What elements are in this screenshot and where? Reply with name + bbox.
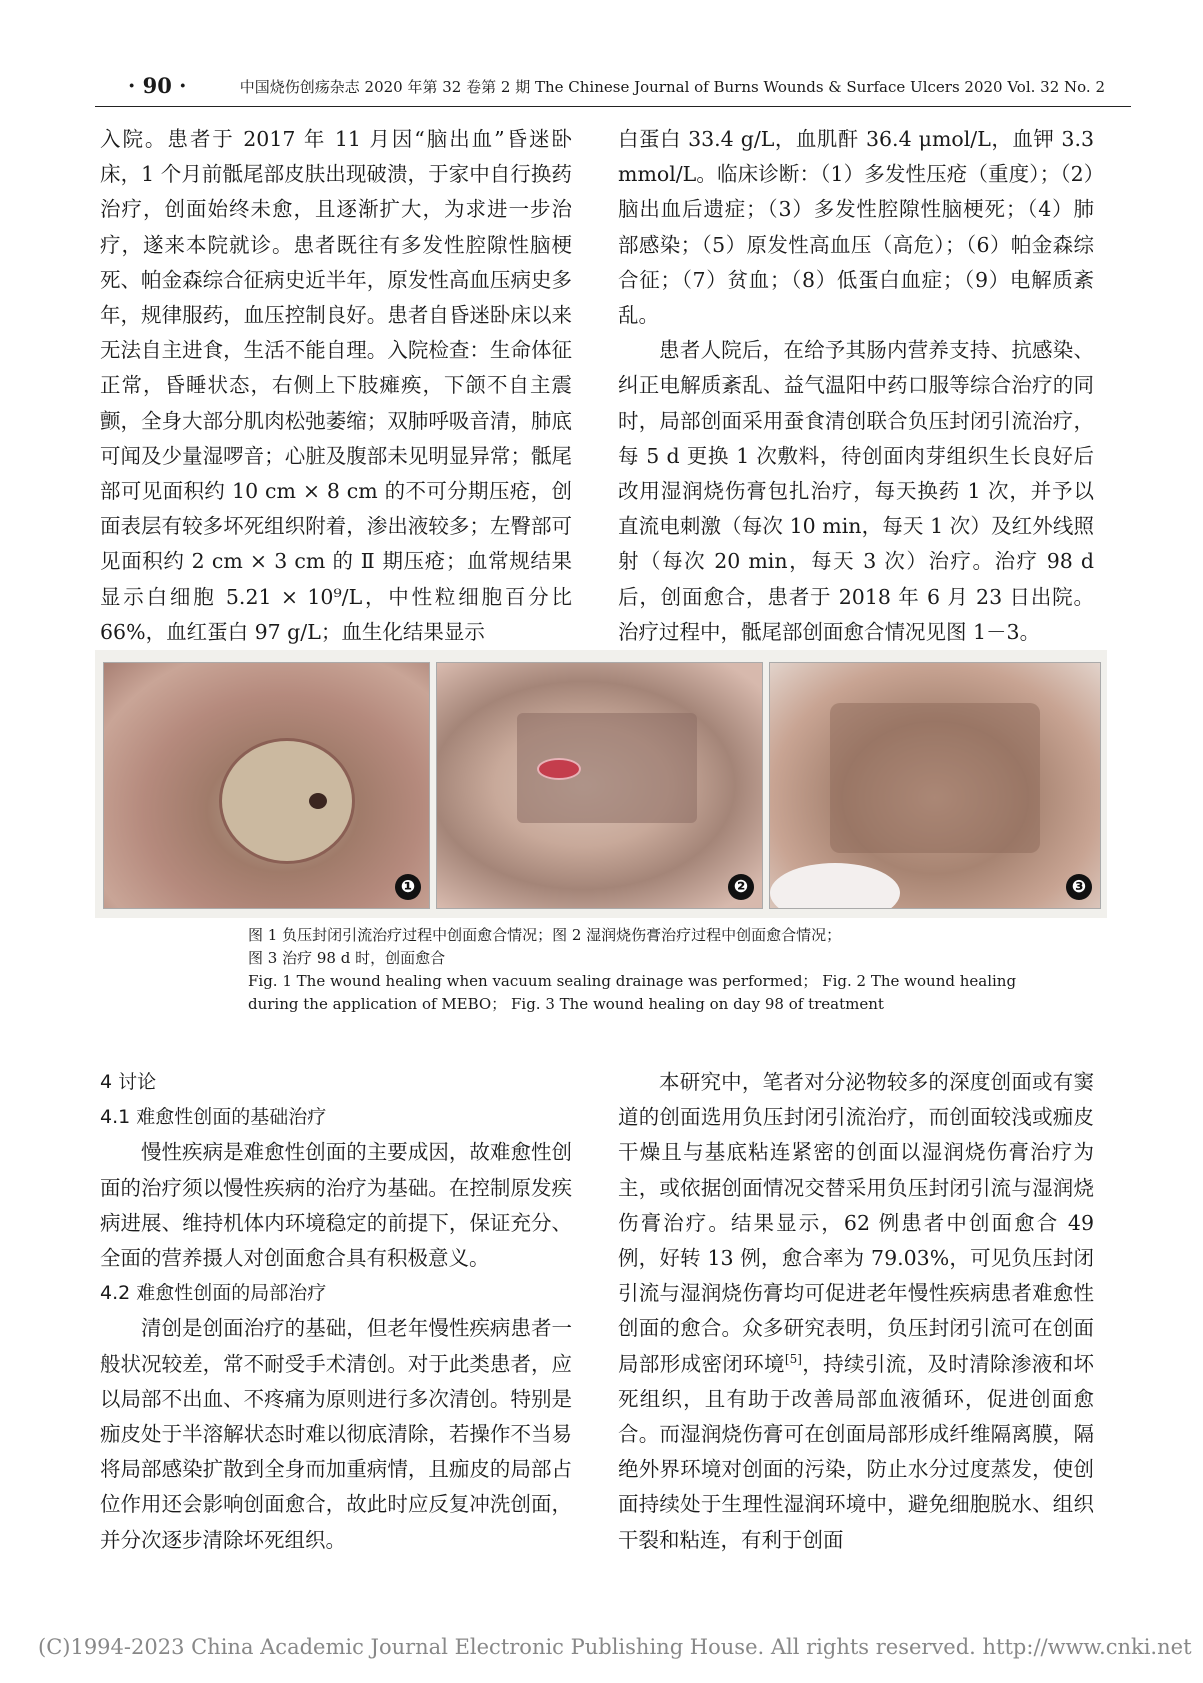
subsection-4-1-heading: 4.1 难愈性创面的基础治疗 [100, 1106, 327, 1129]
page-header [110, 73, 1105, 103]
results-text-b: ，持续引流，及时清除渗液和坏死组织，且有助于改善局部血液循环，促进创面愈合。而湿润烧伤膏可在创面局部形成纤维隔离膜，隔绝外界环境对创面的污染，防止水分过度蒸发，使创面持续处于生理性湿润环境中，避免细胞脱水、组织干裂和粘连，有利于创面 [618, 1351, 1095, 1552]
treatment-paragraph: 患者人院后，在给予其肠内营养支持、抗感染、纠正电解质紊乱、益气温阳中药口服等综合治疗的同时，局部创面采用蚕食清创联合负压封闭引流治疗，每 5 d 更换 1 次敷料，待创面肉芽组织生长良好后改用湿润烧伤膏包扎治疗，每天换药 1 次，并予以直流电刺激（每次 10 min，每天 1 次）及红外线照射（每次 20 min，每天 3 次）治疗。治疗 98 d 后，创面愈合，患者于 2018 年 6 月 23 日出院。治疗过程中，骶尾部创面愈合情况见图 1－3。 [618, 338, 1094, 644]
bedsheet [770, 863, 900, 909]
case-paragraph-left: 入院。患者于 2017 年 11 月因“脑出血”昏迷卧床，1 个月前骶尾部皮肤出现破溃，于家中自行换药治疗，创面始终未愈，且逐渐扩大，为求进一步治疗，遂来本院就诊。患者既往有多发性腔隙性脑梗死、帕金森综合征病史近半年，原发性高血压病史多年，规律服药，血压控制良好。患者自昏迷卧床以来无法自主进食，生活不能自理。入院检查：生命体征正常，昏睡状态，右侧上下肢瘫痪，下颌不自主震颤，全身大部分肌肉松弛萎缩；双肺呼吸音清，肺底可闻及少量湿啰音；心脏及腹部未见明显异常；骶尾部可见面积约 10 cm × 8 cm 的不可分期压疮，创面表层有较多坏死组织附着，渗出液较多；左臀部可见面积约 2 cm × 3 cm 的 Ⅱ 期压疮；血常规结果显示白细胞 5.21 × 10⁹/L，中性粒细胞百分比 66%，血红蛋白 97 g/L；血生化结果显示 [100, 127, 572, 644]
healed-area [830, 703, 1040, 853]
caption-line: 图 1 负压封闭引流治疗过程中创面愈合情况；图 2 湿润烧伤膏治疗过程中创面愈合情况； [248, 926, 842, 944]
wound-photo-3 [769, 662, 1101, 909]
right-column-top [618, 122, 1094, 650]
left-column-bottom [100, 1065, 572, 1558]
copyright-footer: (C)1994-2023 China Academic Journal Electronic Publishing House. All rights reserved. http://www.cnki.net [38, 1635, 1192, 1659]
subsection-4-2-heading: 4.2 难愈性创面的局部治疗 [100, 1282, 327, 1305]
caption-line: 图 3 治疗 98 d 时，创面愈合 [248, 949, 446, 967]
caption-line: Fig. 1 The wound healing when vacuum sealing drainage was performed； Fig. 2 The wound healing [248, 972, 1017, 990]
figure-badge-3: ❸ [1066, 874, 1092, 900]
results-paragraph [618, 1065, 1094, 1558]
right-column-bottom [618, 1065, 1094, 1558]
figure-badge-2: ❷ [728, 874, 754, 900]
caption-line: during the application of MEBO； Fig. 3 The wound healing on day 98 of treatment [248, 995, 884, 1013]
header-rule [95, 106, 1131, 107]
diagnosis-paragraph: 白蛋白 33.4 g/L，血肌酐 36.4 μmol/L，血钾 3.3 mmol/L。临床诊断：（1）多发性压疮（重度）；（2）脑出血后遗症；（3）多发性腔隙性脑梗死；（4）肺部感染；（5）原发性高血压（高危）；（6）帕金森综合征；（7）贫血；（8）低蛋白血症；（9）电解质紊乱。 [618, 127, 1094, 328]
figure-badge-1: ❶ [395, 874, 421, 900]
subsection-4-1-paragraph: 慢性疾病是难愈性创面的主要成因，故难愈性创面的治疗须以慢性疾病的治疗为基础。在控制原发疾病进展、维持机体内环境稳定的前提下，保证充分、全面的营养摄人对创面愈合具有积极意义。 [100, 1140, 572, 1271]
figure-caption [248, 924, 1108, 1016]
wound-area-2 [537, 758, 581, 780]
necrotic-spot [309, 793, 327, 809]
left-column-top [100, 122, 572, 650]
page-number: · 90 · [128, 73, 187, 98]
wound-photo-2 [436, 662, 763, 909]
journal-title: 中国烧伤创疡杂志 2020 年第 32 卷第 2 期 The Chinese Journal of Burns Wounds & Surface Ulcers 2020 Vol. 32 No. 2 [239, 78, 1105, 96]
wound-area-1 [219, 738, 355, 864]
subsection-4-2-paragraph: 清创是创面治疗的基础，但老年慢性疾病患者一般状况较差，常不耐受手术清创。对于此类患者，应以局部不出血、不疼痛为原则进行多次清创。特别是痂皮处于半溶解状态时难以彻底清除，若操作不当易将局部感染扩散到全身而加重病情，且痂皮的局部占位作用还会影响创面愈合，故此时应反复冲洗创面，并分次逐步清除坏死组织。 [100, 1316, 572, 1552]
reference-5[interactable]: [5] [784, 1351, 802, 1366]
results-text-a: 本研究中，笔者对分泌物较多的深度创面或有窦道的创面选用负压封闭引流治疗，而创面较浅或痂皮干燥且与基底粘连紧密的创面以湿润烧伤膏治疗为主，或依据创面情况交替采用负压封闭引流与湿润烧伤膏治疗。结果显示，62 例患者中创面愈合 49 例，好转 13 例，愈合率为 79.03%，可见负压封闭引流与湿润烧伤膏均可促进老年慢性疾病患者难愈性创面的愈合。众多研究表明，负压封闭引流可在创面局部形成密闭环境 [618, 1070, 1094, 1376]
wound-photo-1 [103, 662, 430, 909]
discussion-heading: 4 讨论 [100, 1071, 157, 1093]
